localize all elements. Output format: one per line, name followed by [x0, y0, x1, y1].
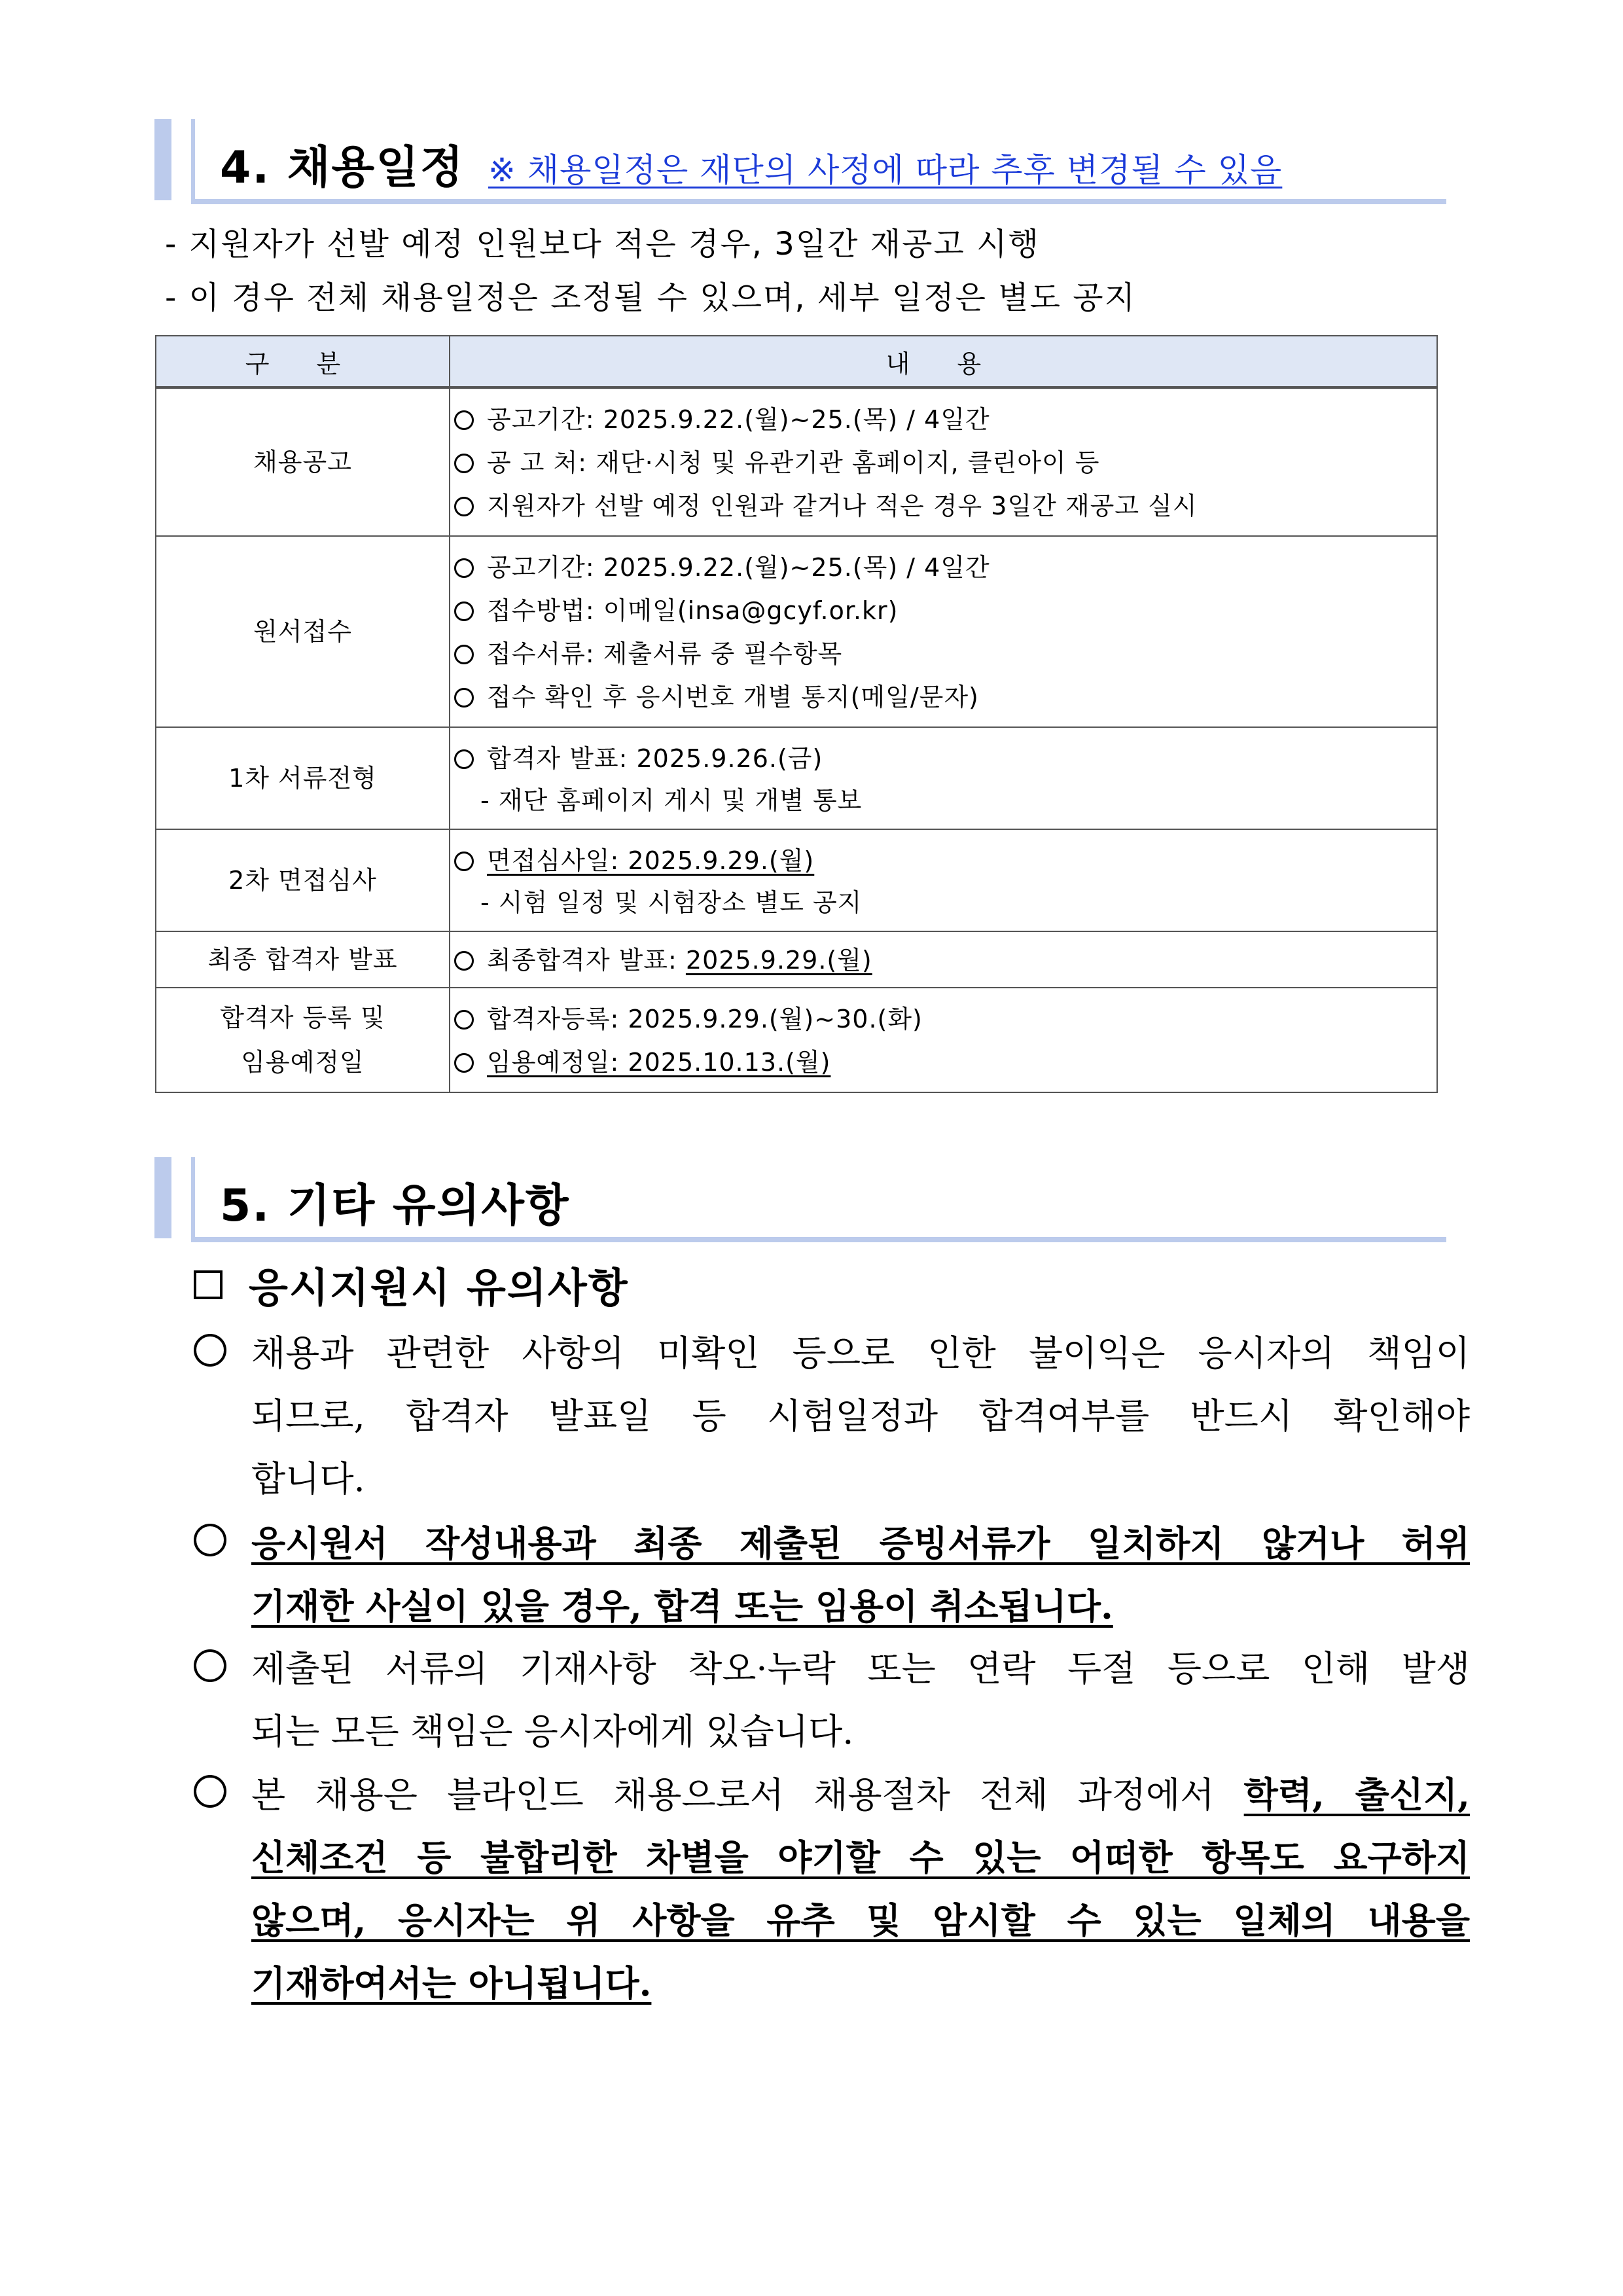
notice-text-bold: 기재하여서는 아니됩니다.: [251, 1962, 652, 2004]
row-category: 원서접수: [156, 536, 450, 727]
row-category: 2차 면접심사: [156, 829, 450, 931]
header-accent-bar: [154, 119, 171, 200]
row-category: 최종 합격자 발표: [156, 931, 450, 988]
header-underline: [191, 199, 1446, 204]
header-category: 구 분: [156, 336, 450, 387]
circle-bullet-icon: [454, 454, 474, 473]
row-item: 공고기간: 2025.9.22.(월)~25.(목) / 4일간: [487, 405, 990, 434]
notice-text: 기재한 사실이 있을 경우, 합격 또는 임용이 취소됩니다.: [251, 1585, 1113, 1627]
square-bullet-icon: [194, 1270, 223, 1299]
notice-text-bold: 신체조건 등 불합리한 차별을 야기할 수 있는 어떠한 항목도 요구하지: [251, 1837, 1470, 1878]
row-content: [450, 988, 1437, 1092]
notice-line: 되므로, 합격자 발표일 등 시험일정과 합격여부를 반드시 확인해야: [251, 1395, 1470, 1437]
row-category: [156, 988, 450, 1092]
notice-line: [251, 1575, 1470, 1638]
row-category: 채용공고: [156, 387, 450, 536]
circle-bullet-icon: [454, 410, 474, 430]
row-item: 최종합격자 발표:: [487, 946, 686, 975]
header-content: 내 용: [450, 336, 1437, 387]
circle-bullet-icon: [454, 1053, 474, 1073]
final-date: 2025.9.29.(월): [685, 946, 872, 975]
circle-bullet-icon: [194, 1524, 226, 1556]
bullet-line: - 이 경우 전체 채용일정은 조정될 수 있으며, 세부 일정은 별도 공지: [165, 279, 1136, 316]
header-accent-bar: [154, 1157, 171, 1238]
header-accent-bar: [191, 1157, 195, 1238]
section-5-header: [154, 1157, 1446, 1242]
row-item: 지원자가 선발 예정 인원과 같거나 적은 경우 3일간 재공고 실시: [487, 492, 1198, 520]
notice-line: [251, 1763, 1470, 1826]
row-item: 합격자등록: 2025.9.29.(월)~30.(화): [487, 1005, 923, 1033]
row-content: [450, 829, 1437, 931]
table-row: [156, 536, 1437, 727]
row-content: [450, 536, 1437, 727]
circle-bullet-icon: [454, 645, 474, 664]
table-row: [156, 931, 1437, 988]
circle-bullet-icon: [454, 497, 474, 516]
notice-text: 본 채용은 블라인드 채용으로서 채용절차 전체 과정에서: [251, 1774, 1244, 1816]
circle-bullet-icon: [454, 951, 474, 971]
notice-line: [251, 1952, 1470, 2015]
bullet-line: - 지원자가 선발 예정 인원보다 적은 경우, 3일간 재공고 시행: [165, 226, 1040, 262]
row-content: [450, 727, 1437, 829]
subheading-text: 응시지원시 유의사항: [249, 1264, 629, 1312]
notice-text-bold: 학력, 출신지,: [1243, 1774, 1470, 1816]
notice-text: 응시원서 작성내용과 최종 제출된 증빙서류가 일치하지 않거나 허위: [251, 1522, 1470, 1564]
table-row: [156, 829, 1437, 931]
row-subitem: - 시험 일정 및 시험장소 별도 공지: [480, 888, 863, 917]
circle-bullet-icon: [454, 558, 474, 578]
section-4-header: [154, 119, 1446, 204]
header-underline: [191, 1237, 1446, 1242]
circle-bullet-icon: [454, 1010, 474, 1030]
header-accent-bar: [191, 119, 195, 200]
section-5-title: 5. 기타 유의사항: [220, 1180, 570, 1232]
schedule-table: [155, 335, 1438, 1093]
schedule-change-note: ※ 채용일정은 재단의 사정에 따라 추후 변경될 수 있음: [488, 151, 1283, 189]
subheading: [194, 1255, 629, 1314]
row-subitem: - 재단 홈페이지 게시 및 개별 통보: [480, 786, 863, 815]
notice-line: [251, 1889, 1470, 1952]
notice-line: 제출된 서류의 기재사항 착오·누락 또는 연락 두절 등으로 인해 발생: [251, 1648, 1470, 1689]
circle-bullet-icon: [194, 1334, 226, 1367]
section-4-title: 4. 채용일정: [220, 142, 465, 194]
notice-line: 되는 모든 책임은 응시자에게 있습니다.: [251, 1711, 854, 1752]
row-item: 공고기간: 2025.9.22.(월)~25.(목) / 4일간: [487, 553, 990, 582]
table-header-row: [156, 336, 1437, 387]
row-item: 접수서류: 제출서류 중 필수항목: [487, 639, 843, 668]
table-row: [156, 387, 1437, 536]
row-item: 접수 확인 후 응시번호 개별 통지(메일/문자): [487, 683, 979, 711]
row-item: 임용예정일: 2025.10.13.(월): [487, 1048, 831, 1077]
notice-line: 합니다.: [251, 1458, 365, 1499]
circle-bullet-icon: [454, 749, 474, 769]
table-row: [156, 988, 1437, 1092]
notice-line: 채용과 관련한 사항의 미확인 등으로 인한 불이익은 응시자의 책임이: [251, 1333, 1470, 1374]
row-item: 공 고 처: 재단·시청 및 유관기관 홈페이지, 클린아이 등: [487, 448, 1100, 477]
row-category-line: 합격자 등록 및: [220, 1003, 385, 1032]
notice-text-bold: 않으며, 응시자는 위 사항을 유추 및 암시할 수 있는 일체의 내용을: [251, 1899, 1470, 1941]
row-category: 1차 서류전형: [156, 727, 450, 829]
notice-line: [251, 1512, 1470, 1575]
table-row: [156, 727, 1437, 829]
row-content: [450, 931, 1437, 988]
row-content: [450, 387, 1437, 536]
row-item: 접수방법: 이메일(insa@gcyf.or.kr): [487, 596, 899, 625]
circle-bullet-icon: [454, 852, 474, 871]
notice-line: [251, 1826, 1470, 1889]
circle-bullet-icon: [194, 1649, 226, 1682]
circle-bullet-icon: [194, 1775, 226, 1808]
circle-bullet-icon: [454, 688, 474, 708]
circle-bullet-icon: [454, 601, 474, 621]
row-item: 합격자 발표: 2025.9.26.(금): [487, 744, 823, 773]
row-item: 면접심사일: 2025.9.29.(월): [487, 846, 815, 875]
row-category-line: 임용예정일: [241, 1048, 365, 1077]
